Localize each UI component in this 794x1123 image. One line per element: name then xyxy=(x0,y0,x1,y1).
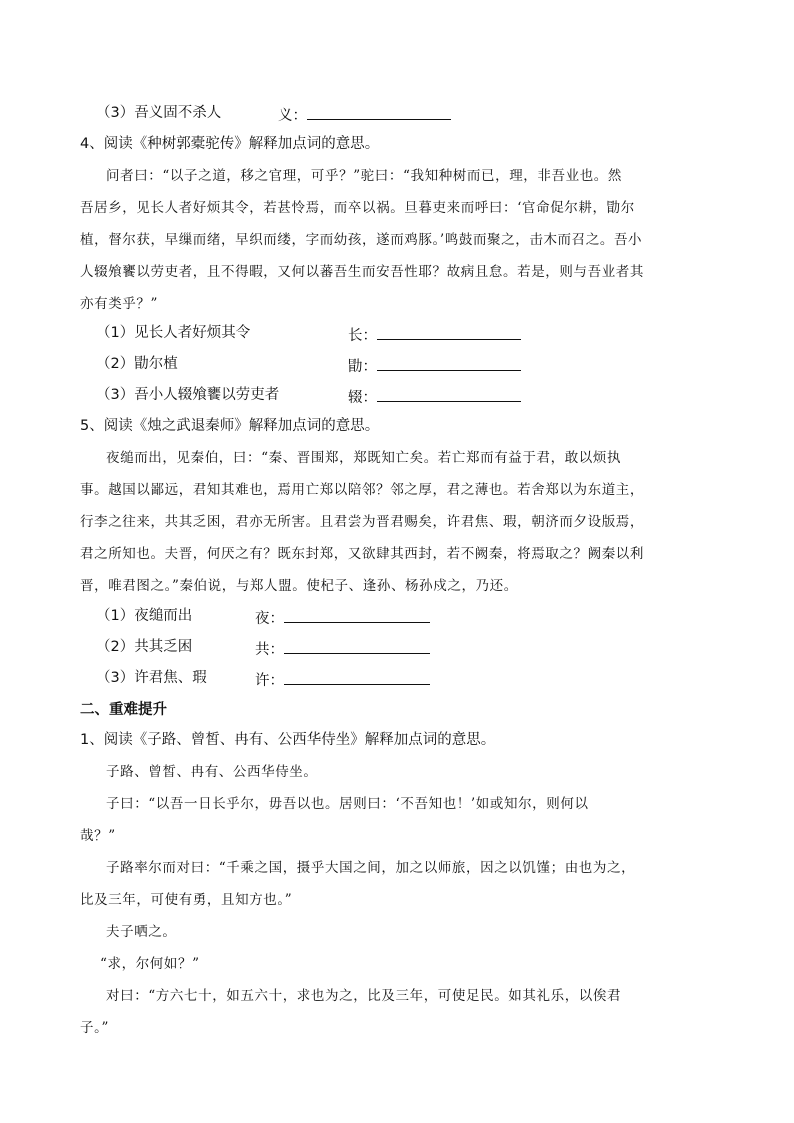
q3-item-3-word: 义： xyxy=(278,108,307,124)
answer-blank[interactable] xyxy=(284,607,430,623)
q5-passage-line: 晋，唯君图之。”秦伯说，与郑人盟。使杞子、逢孙、杨孙戍之，乃还。 xyxy=(80,578,518,594)
q5-item-3-label: （3）许君焦、瑕 xyxy=(96,670,207,686)
q1-passage-line: 子曰：“以吾一日长乎尔，毋吾以也。居则曰：‘不吾知也！’如或知尔，则何以 xyxy=(106,796,589,812)
q5-item-1-answer xyxy=(255,607,430,628)
q1-passage-line: “求，尔何如？” xyxy=(100,956,200,972)
q5-passage-line: 事。越国以鄙远，君知其难也，焉用亡郑以陪邻？邻之厚，君之薄也。若舍郑以为东道主， xyxy=(80,482,644,498)
q4-item-1-word: 长： xyxy=(348,328,377,344)
q5-item-1-label: （1）夜缒而出 xyxy=(96,608,193,624)
q4-passage-line: 吾居乡，见长人者好烦其令，若甚怜焉，而卒以祸。旦暮吏来而呼曰：‘官命促尔耕，勖尔 xyxy=(80,200,635,216)
q4-passage-line: 问者曰：“以子之道，移之官理，可乎？”驼曰：“我知种树而已，理，非吾业也。然 xyxy=(106,168,623,184)
q5-passage-line: 夜缒而出，见秦伯，曰：“秦、晋围郑，郑既知亡矣。若亡郑而有益于君，敢以烦执 xyxy=(106,450,622,466)
q4-item-1-answer xyxy=(348,324,521,345)
q1-passage-line: 对曰：“方六七十，如五六十，求也为之，比及三年，可使足民。如其礼乐，以俟君 xyxy=(106,988,622,1004)
q4-passage-line: 植，督尔获，早缫而绪，早织而缕，字而幼孩，遂而鸡豚。’鸣鼓而聚之，击木而召之。吾小 xyxy=(80,232,643,248)
answer-blank[interactable] xyxy=(307,104,451,120)
q4-item-2-answer xyxy=(348,355,521,376)
q5-item-2-answer xyxy=(255,638,430,659)
q1-passage-line: 比及三年，可使有勇，且知方也。” xyxy=(80,892,293,908)
q3-item-3 xyxy=(96,104,221,122)
q1-passage-line: 子路、曾皙、冉有、公西华侍坐。 xyxy=(106,764,318,780)
q4-item-3-answer xyxy=(348,386,521,407)
q5-heading: 5、阅读《烛之武退秦师》解释加点词的意思。 xyxy=(80,418,380,434)
q5-passage-line: 行李之往来，共其乏困，君亦无所害。且君尝为晋君赐矣，许君焦、瑕，朝济而夕设版焉， xyxy=(80,514,644,530)
answer-blank[interactable] xyxy=(377,355,521,371)
q4-item-2-word: 勖： xyxy=(348,359,377,375)
answer-blank[interactable] xyxy=(284,638,430,654)
q5-item-2-label: （2）共其乏困 xyxy=(96,639,193,655)
q4-item-3-word: 辍： xyxy=(348,390,377,406)
q1-passage-line: 子。” xyxy=(80,1020,109,1036)
answer-blank[interactable] xyxy=(377,386,521,402)
q5-item-1-word: 夜： xyxy=(255,611,284,627)
q5-item-2-word: 共： xyxy=(255,642,284,658)
q1-passage-line: 哉？” xyxy=(80,828,116,844)
q4-item-2-label: （2）勖尔植 xyxy=(96,356,178,372)
q1-heading: 1、阅读《子路、曾皙、冉有、公西华侍坐》解释加点词的意思。 xyxy=(80,732,496,748)
q5-item-3-word: 许： xyxy=(255,673,284,689)
q1-passage-line: 夫子哂之。 xyxy=(106,924,177,940)
q4-item-1-label: （1）见长人者好烦其令 xyxy=(96,325,251,341)
q1-passage-line: 子路率尔而对曰：“千乘之国，摄乎大国之间，加之以师旅，因之以饥馑；由也为之， xyxy=(106,860,636,876)
section-title: 二、重难提升 xyxy=(80,702,167,718)
q4-item-3-label: （3）吾小人辍飧饔以劳吏者 xyxy=(96,387,280,403)
q5-passage-line: 君之所知也。夫晋，何厌之有？既东封郑，又欲肆其西封，若不阙秦，将焉取之？阙秦以利 xyxy=(80,546,644,562)
q4-heading: 4、阅读《种树郭橐驼传》解释加点词的意思。 xyxy=(80,136,380,152)
answer-blank[interactable] xyxy=(377,324,521,340)
q5-item-3-answer xyxy=(255,669,430,690)
q3-item-3-answer xyxy=(278,104,451,125)
q3-item-3-label: （3）吾义固不杀人 xyxy=(96,105,222,121)
q4-passage-line: 亦有类乎？” xyxy=(80,296,159,312)
q4-passage-line: 人辍飧饔以劳吏者，且不得暇，又何以蕃吾生而安吾性耶？故病且怠。若是，则与吾业者其 xyxy=(80,264,644,280)
answer-blank[interactable] xyxy=(284,669,430,685)
